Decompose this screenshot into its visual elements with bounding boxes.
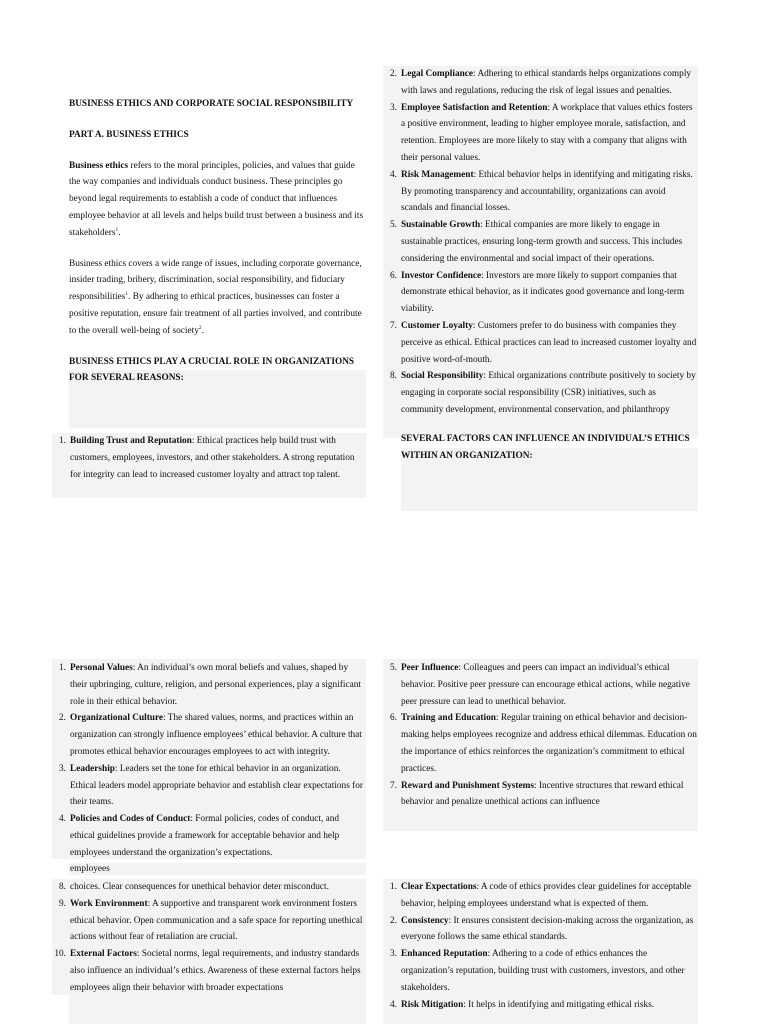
intro-paragraph-1: Business ethics refers to the moral principles, policies, and values that guide the way companies and individuals conduct business. These principles go beyond legal requirements to establish a code of conduct that influences employee behavior at all levels and helps build trust between a business and its stakeholders$^1$. [69,160,364,238]
intro-paragraph-2: Business ethics covers a wide range of issues, including corporate governance, insider trading, bribery, discrimination, social responsibility, and fiduciary responsibilities$^1$. By adhering to ethical practices, businesses can foster a positive reputation, ensure fair treatment of all parties involved, and contribute to the overall well-being of society$^2$. [69,258,362,336]
crucial-role-heading: BUSINESS ETHICS PLAY A CRUCIAL ROLE IN ORGANIZATIONS FOR SEVERAL REASONS: [69,356,355,384]
list-number: 6. [390,713,397,724]
list-number: 4. [390,999,397,1010]
list-item: 6. Training and Education: Regular training on ethical behavior and decision-making helps employees recognize and address ethical dilemmas. Education on the importance of ethics reinforces the organization’s commitment to ethical practices. [383,710,698,777]
factors-list-right [383,660,698,811]
list-item-title: Sustainable Growth [401,220,481,231]
page1-left-column [69,96,366,387]
list-number: 3. [390,949,397,960]
list-number: 8. [59,882,66,892]
list-number: 2. [59,713,66,724]
shade-factors-left-b-tail [69,995,366,1024]
list-item: 7. Reward and Punishment Systems: Incentive structures that reward ethical behavior and penalize unethical actions can influence [383,778,698,812]
list-number: 8. [390,371,397,382]
list-item: 8. choices. Clear consequences for unethical behavior deter misconduct. [52,879,366,896]
list-number: 7. [390,320,397,331]
employees-fragment: employees [70,864,110,874]
list-number: 10. [54,949,66,960]
list-item-title: Organizational Culture [70,713,164,724]
factors-list-left-b [52,879,366,997]
document-title: BUSINESS ETHICS AND CORPORATE SOCIAL RESPONSIBILITY [69,99,354,109]
part-a-heading: PART A. BUSINESS ETHICS [69,129,189,140]
list-item-title: Peer Influence [401,663,459,673]
list-number: 5. [390,663,397,673]
list-item: 5. Peer Influence: Colleagues and peers can impact an individual’s ethical behavior. Positive peer pressure can encourage ethical actions, while negative peer pressure can lead to unethical behavior. [383,660,698,710]
list-item-title: Clear Expectations [401,882,477,892]
list-number: 9. [59,898,66,909]
list-item: 9. Work Environment: A supportive and transparent work environment fosters ethical behavior. Open communication and a safe space for reporting unethical actions without fear of retaliation are crucial. [52,896,366,946]
list-number: 1. [59,663,66,673]
list-item: 2. Organizational Culture: The shared values, norms, and practices within an organization can strongly influence employees’ ethical behavior. A culture that promotes ethical behavior encourages employees to act with integrity. [52,710,366,760]
list-number: 7. [390,780,397,791]
list-item: 4. Risk Management: Ethical behavior helps in identifying and mitigating risks. By promoting transparency and accountability, organizations can avoid scandals and financial losses. [383,167,698,217]
footnote-ref: 1 [115,226,119,233]
list-item-title: Policies and Codes of Conduct [70,814,191,825]
list-item-title: Consistency [401,915,449,926]
list-item-title: Investor Confidence [401,270,482,281]
list-number: 2. [390,915,397,926]
footnote-ref: 1 [125,291,129,298]
list-item: 10. External Factors: Societal norms, legal requirements, and industry standards also influence an individual’s ethics. Awareness of these external factors helps employees align their behavior with broader expectations [52,946,366,996]
list-item: 1. Clear Expectations: A code of ethics provides clear guidelines for acceptable behavior, helping employees understand what is expected of them. [383,879,698,913]
list-number: 4. [390,169,397,180]
list-item: 3. Employee Satisfaction and Retention: A workplace that values ethics fosters a positive environment, leading to higher employee morale, satisfaction, and retention. Employees are more likely to stay with a company that aligns with their personal values. [383,100,698,167]
list-item: 5. Sustainable Growth: Ethical companies are more likely to engage in sustainable practices, ensuring long-term growth and success. This includes considering the environmental and social impact of their operations. [383,217,698,267]
list-item-title: Personal Values [70,663,133,673]
list-item: 4. Policies and Codes of Conduct: Formal policies, codes of conduct, and ethical guidelines provide a framework for acceptable behavior and help employees understand the organization’s expectations. [52,811,366,861]
list-item-title: Training and Education [401,713,496,724]
list-item: 1. Personal Values: An individual’s own moral beliefs and values, shaped by their upbringing, culture, religion, and personal experiences, play a significant role in their ethical behavior. [52,660,366,710]
list-item: 4. Risk Mitigation: It helps in identifying and mitigating ethical risks. [383,997,698,1014]
list-number: 3. [59,763,66,774]
code-benefits-list [383,879,698,1024]
list-item: 7. Customer Loyalty: Customers prefer to do business with companies they perceive as ethical. Ethical practices can lead to increased customer loyalty and positive word-of-mouth. [383,318,698,368]
list-number: 1. [390,882,397,892]
reason-list-right [383,66,698,464]
list-number: 5. [390,220,397,231]
list-item: 2. Legal Compliance: Adhering to ethical standards helps organizations comply with laws and regulations, reducing the risk of legal issues and penalties. [383,66,698,100]
intro-bold-term: Business ethics [69,160,129,171]
list-item-title: Building Trust and Reputation [70,436,192,446]
factors-heading: SEVERAL FACTORS CAN INFLUENCE AN INDIVIDUAL’S ETHICS WITHIN AN ORGANIZATION: [401,433,690,461]
list-item: 2. Consistency: It ensures consistent decision-making across the organization, as everyone follows the same ethical standards. [383,913,698,947]
list-item: 6. Investor Confidence: Investors are more likely to support companies that demonstrate ethical behavior, as it indicates good governance and long-term viability. [383,268,698,318]
list-item-title: Work Environment [70,898,148,909]
list-number: 2. [390,69,397,79]
list-item-title: Reward and Punishment Systems [401,780,535,791]
list-item: 3. Leadership: Leaders set the tone for ethical behavior in an organization. Ethical leaders model appropriate behavior and establish clear expectations for their teams. [52,761,366,811]
list-item: 3. Enhanced Reputation: Adhering to a code of ethics enhances the organization’s reputation, building trust with customers, investors, and other stakeholders. [383,946,698,996]
list-item: 8. Social Responsibility: Ethical organizations contribute positively to society by engaging in corporate social responsibility (CSR) initiatives, such as community development, environmental conservation, and philanthropy [383,368,698,418]
list-item: 1. Building Trust and Reputation: Ethical practices help build trust with customers, employees, investors, and other stakeholders. A strong reputation for integrity can lead to increased customer loyalty and attract top talent. [52,433,366,483]
footnote-ref: 2 [198,324,202,331]
list-item-title: Leadership [70,763,115,774]
list-number: 4. [59,814,66,825]
list-item-title: Enhanced Reputation [401,949,488,960]
reason-list-left [52,433,366,483]
list-number: 3. [390,102,397,113]
factors-list-left [52,660,366,862]
list-number: 1. [59,436,66,446]
list-item-title: Employee Satisfaction and Retention [401,102,548,113]
list-item-title: Risk Mitigation [401,999,464,1010]
list-item-title: Customer Loyalty [401,320,473,331]
list-item-title: Legal Compliance [401,69,474,79]
list-item-title: External Factors [70,949,137,960]
list-item-title: Risk Management [401,169,474,180]
list-item-title: Social Responsibility [401,371,484,382]
list-number: 6. [390,270,397,281]
